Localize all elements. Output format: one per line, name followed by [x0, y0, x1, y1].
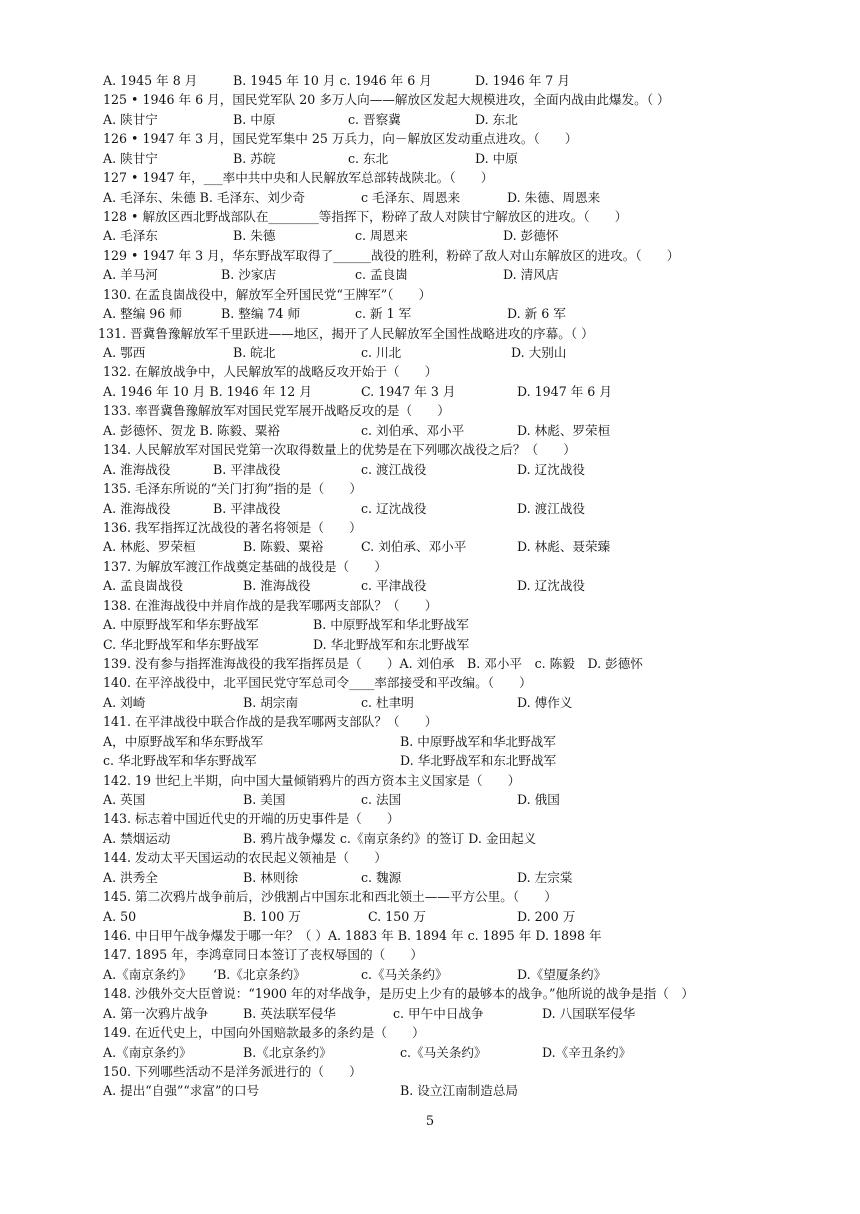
question-line: 137. 为解放军渡江作战奠定基础的战役是（ ） [103, 558, 387, 574]
options-line [103, 537, 783, 556]
question-line: 145. 第二次鸦片战争前后，沙俄割占中国东北和西北领土——平方公里。（ ） [103, 889, 557, 905]
answer-option: D. 左宗棠 [517, 869, 573, 885]
options-line [103, 382, 783, 401]
answer-option: A. 洪秀全 [103, 869, 158, 885]
answer-option: B. 朱德 [233, 228, 276, 244]
answer-option: B. 鸦片战争爆发 c.《南京条约》的签订 D. 金田起义 [243, 830, 537, 846]
answer-option: c. 孟良崮 [355, 267, 408, 283]
answer-option: B. 苏皖 [233, 150, 276, 166]
question-line: 125 • 1946 年 6 月，国民党军队 20 多万人向——解放区发起大规模进攻，全面内战由此爆发。（ ） [103, 92, 670, 108]
question-line: 133. 率晋冀鲁豫解放军对国民党军展开战略反攻的是（ ） [103, 403, 450, 419]
options-line [103, 907, 783, 926]
answer-option: D. 渡江战役 [517, 500, 586, 516]
answer-option: B.《北京条约》 [243, 1044, 332, 1060]
answer-option: A. 英国 [103, 791, 146, 807]
answer-option: c. 杜聿明 [361, 694, 414, 710]
answer-option: c. 晋察冀 [348, 111, 401, 127]
answer-option: D. 朱德、周恩来 [507, 189, 601, 205]
options-line [103, 226, 783, 245]
answer-option: B. 中原 [233, 111, 276, 127]
question-line: 146. 中日甲午战争爆发于哪一年？（ ）A. 1883 年 B. 1894 年 c. 1895 年 D. 1898 年 [103, 927, 602, 943]
answer-option: D. 彭德怀 [503, 228, 559, 244]
answer-option: c. 魏源 [361, 869, 402, 885]
answer-option: A. 淮海战役 [103, 500, 171, 516]
answer-option: A. 陕甘宁 [103, 111, 158, 127]
options-line [103, 304, 783, 323]
answer-option: A. 第一次鸦片战争 [103, 1005, 209, 1021]
question-line: 147. 1895 年，李鸿章同日本签订了丧权辱国的（ ） [103, 947, 423, 963]
answer-option: A. 羊马河 [103, 267, 158, 283]
answer-option: B. 中原野战军和华北野战军 [400, 733, 556, 749]
question-line: 143. 标志着中国近代史的开端的历史事件是（ ） [103, 811, 400, 827]
answer-option: D. 林彪、罗荣桓 [517, 422, 611, 438]
answer-option: D.《望厦条约》 [517, 966, 607, 982]
question-line: 144. 发动太平天国运动的农民起义领袖是（ ） [103, 850, 387, 866]
answer-option: D. 大别山 [511, 345, 567, 360]
answer-option: B. 中原野战军和华北野战军 [313, 617, 469, 632]
options-line [103, 635, 783, 654]
answer-option: A. 彭德怀、贺龙 B. 陈毅、粟裕 [103, 422, 280, 438]
question-line: 135. 毛泽东所说的“关门打狗”指的是（ ） [103, 481, 363, 496]
options-line [103, 868, 783, 887]
options-line [103, 265, 783, 284]
options-line [103, 1043, 783, 1062]
answer-option: A. 毛泽东 [103, 228, 158, 244]
question-line: 127 • 1947 年，___率中共中央和人民解放军总部转战陕北。（ ） [103, 170, 494, 186]
answer-option: D.《辛丑条约》 [542, 1044, 632, 1060]
answer-option: B. 整编 74 师 [221, 306, 301, 322]
answer-option: D. 华北野战军和东北野战军 [400, 753, 557, 768]
answer-option: B. 皖北 [233, 345, 276, 360]
options-line [103, 615, 783, 634]
question-line: 139. 没有参与指挥淮海战役的我军指挥员是（ ）A. 刘伯承 B. 邓小平 c. 陈毅 D. 彭德怀 [103, 655, 643, 671]
answer-option: c. 川北 [361, 345, 402, 360]
answer-option: c. 华北野战军和华东野战军 [103, 753, 257, 768]
answer-option: A. 整编 96 师 [103, 306, 182, 322]
answer-option: D. 清风店 [503, 267, 559, 283]
answer-option: B. 平津战役 [213, 500, 281, 516]
answer-option: c. 甲午中日战争 [393, 1005, 484, 1021]
question-line: 132. 在解放战争中，人民解放军的战略反攻开始于（ ） [103, 364, 438, 380]
question-line: 126 • 1947 年 3 月，国民党军集中 25 万兵力，向－解放区发动重点进攻。（ ） [103, 131, 578, 147]
question-line: 141. 在平津战役中联合作战的是我军哪两支部队？（ ） [103, 714, 438, 730]
answer-option: B. 林则徐 [243, 869, 299, 885]
answer-option: C. 华北野战军和华东野战军 [103, 636, 259, 652]
answer-option: C. 1947 年 3 月 [361, 383, 456, 399]
answer-option: c. 刘伯承、邓小平 [361, 422, 465, 438]
answer-option: c. 辽沈战役 [361, 500, 427, 516]
answer-option: D. 林彪、聂荣臻 [517, 539, 611, 555]
options-line [103, 829, 783, 848]
options-line [103, 693, 783, 712]
answer-option: D. 1946 年 7 月 [475, 73, 570, 88]
answer-option: B. 美国 [243, 791, 286, 807]
question-line: 140. 在平淬战役中，北平国民党守军总司令____率部接受和平改编。（ ） [103, 675, 532, 691]
question-line: 131. 晋冀鲁豫解放军千里跃进——地区，揭开了人民解放军全国性战略进攻的序幕。（ ） [98, 325, 594, 341]
question-line: 129 • 1947 年 3 月，华东野战军取得了______战役的胜利，粉碎了敌人对山东解放区的进攻。（ ） [103, 247, 680, 263]
answer-option: c 毛泽东、周恩来 [361, 189, 461, 205]
answer-option: c.《马关条约》 [400, 1044, 487, 1060]
answer-option: A. 淮海战役 [103, 461, 171, 477]
answer-option: c. 周恩来 [355, 228, 408, 244]
answer-option: D. 新 6 军 [507, 306, 566, 322]
page-number: 5 [425, 1114, 435, 1129]
answer-option: B. 淮海战役 [243, 578, 311, 594]
options-line [103, 110, 783, 129]
options-line [103, 732, 783, 751]
answer-option: B. 陈毅、粟裕 [243, 539, 324, 555]
answer-option: D. 华北野战军和东北野战军 [313, 636, 470, 652]
answer-option: D. 辽沈战役 [517, 578, 586, 594]
options-line [103, 965, 783, 984]
answer-option: A. 毛泽东、朱德 B. 毛泽东、刘少奇 [103, 189, 306, 205]
options-line [103, 751, 783, 770]
answer-option: A. 鄂西 [103, 345, 146, 360]
answer-option: D. 傅作义 [517, 694, 573, 710]
options-line [103, 576, 783, 595]
options-line [103, 343, 783, 362]
answer-option: A. 1946 年 10 月 B. 1946 年 12 月 [103, 383, 312, 399]
options-line [103, 188, 783, 207]
question-line: 149. 在近代史上，中国向外国赔款最多的条约是（ ） [103, 1025, 425, 1041]
question-line: 138. 在淮海战役中并肩作战的是我军哪两支部队？（ ） [103, 597, 438, 613]
answer-option: A. 50 [103, 908, 137, 924]
answer-option: D. 中原 [475, 150, 518, 166]
options-line [103, 71, 783, 90]
answer-option: B. 1945 年 10 月 c. 1946 年 6 月 [233, 73, 432, 88]
answer-option: B. 100 万 [243, 908, 301, 924]
answer-option: D. 200 万 [517, 908, 576, 924]
answer-option: A.《南京条约》 [103, 966, 192, 982]
options-line [103, 421, 783, 440]
options-line [103, 790, 783, 809]
answer-option: c. 法国 [361, 791, 402, 807]
question-line: 134. 人民解放军对国民党第一次取得数量上的优势是在下列哪次战役之后？（ ） [103, 442, 576, 458]
question-line: 148. 沙俄外交大臣曾说：“1900 年的对华战争，是历史上少有的最够本的战争。”他所说的战争是指（ ） [103, 986, 695, 1002]
answer-option: A. 林彪、罗荣桓 [103, 539, 196, 555]
answer-option: ‘B.《北京条约》 [213, 966, 306, 982]
answer-option: B. 设立江南制造总局 [400, 1083, 519, 1099]
options-line [103, 460, 783, 479]
answer-option: c.《马关条约》 [361, 966, 448, 982]
question-line: 150. 下列哪些活动不是洋务派进行的（ ） [103, 1063, 362, 1079]
question-line: 142. 19 世纪上半期，向中国大量倾销鸦片的西方资本主义国家是（ ） [103, 772, 521, 788]
answer-option: A. 陕甘宁 [103, 150, 158, 166]
answer-option: D. 八国联军侵华 [542, 1005, 636, 1021]
answer-option: A. 禁烟运动 [103, 830, 171, 846]
answer-option: A. 刘崎 [103, 694, 146, 710]
answer-option: c. 新 1 军 [355, 306, 412, 322]
answer-option: B. 胡宗南 [243, 694, 299, 710]
answer-option: A. 孟良崮战役 [103, 578, 184, 594]
answer-option: A. 1945 年 8 月 [103, 73, 198, 88]
answer-option: A. 中原野战军和华东野战军 [103, 617, 259, 632]
options-line [103, 149, 783, 168]
options-line [103, 499, 783, 518]
answer-option: A.《南京条约》 [103, 1044, 192, 1060]
answer-option: c. 平津战役 [361, 578, 427, 594]
options-line [103, 1004, 783, 1023]
answer-option: c. 东北 [348, 150, 389, 166]
answer-option: D. 东北 [475, 111, 518, 127]
answer-option: C. 150 万 [368, 908, 426, 924]
answer-option: D. 俄国 [517, 791, 560, 807]
answer-option: B. 英法联军侵华 [243, 1005, 336, 1021]
answer-option: D. 辽沈战役 [517, 461, 586, 477]
answer-option: C. 刘伯承、邓小平 [361, 539, 467, 555]
answer-option: A. 提出“自强”“求富”的口号 [103, 1083, 260, 1099]
question-line: 136. 我军指挥辽沈战役的著名将领是（ ） [103, 519, 362, 535]
answer-option: B. 沙家店 [221, 267, 277, 283]
answer-option: D. 1947 年 6 月 [517, 383, 612, 399]
answer-option: A，中原野战军和华东野战军 [103, 733, 264, 749]
options-line [103, 1081, 783, 1100]
question-line: 128 • 解放区西北野战部队在________等指挥下，粉碎了敌人对陕甘宁解放区的进攻。（ ） [103, 209, 628, 224]
answer-option: c. 渡江战役 [361, 461, 427, 477]
question-line: 130. 在孟良崮战役中，解放军全歼国民党“王牌军”（ ） [103, 286, 432, 302]
answer-option: B. 平津战役 [213, 461, 281, 477]
